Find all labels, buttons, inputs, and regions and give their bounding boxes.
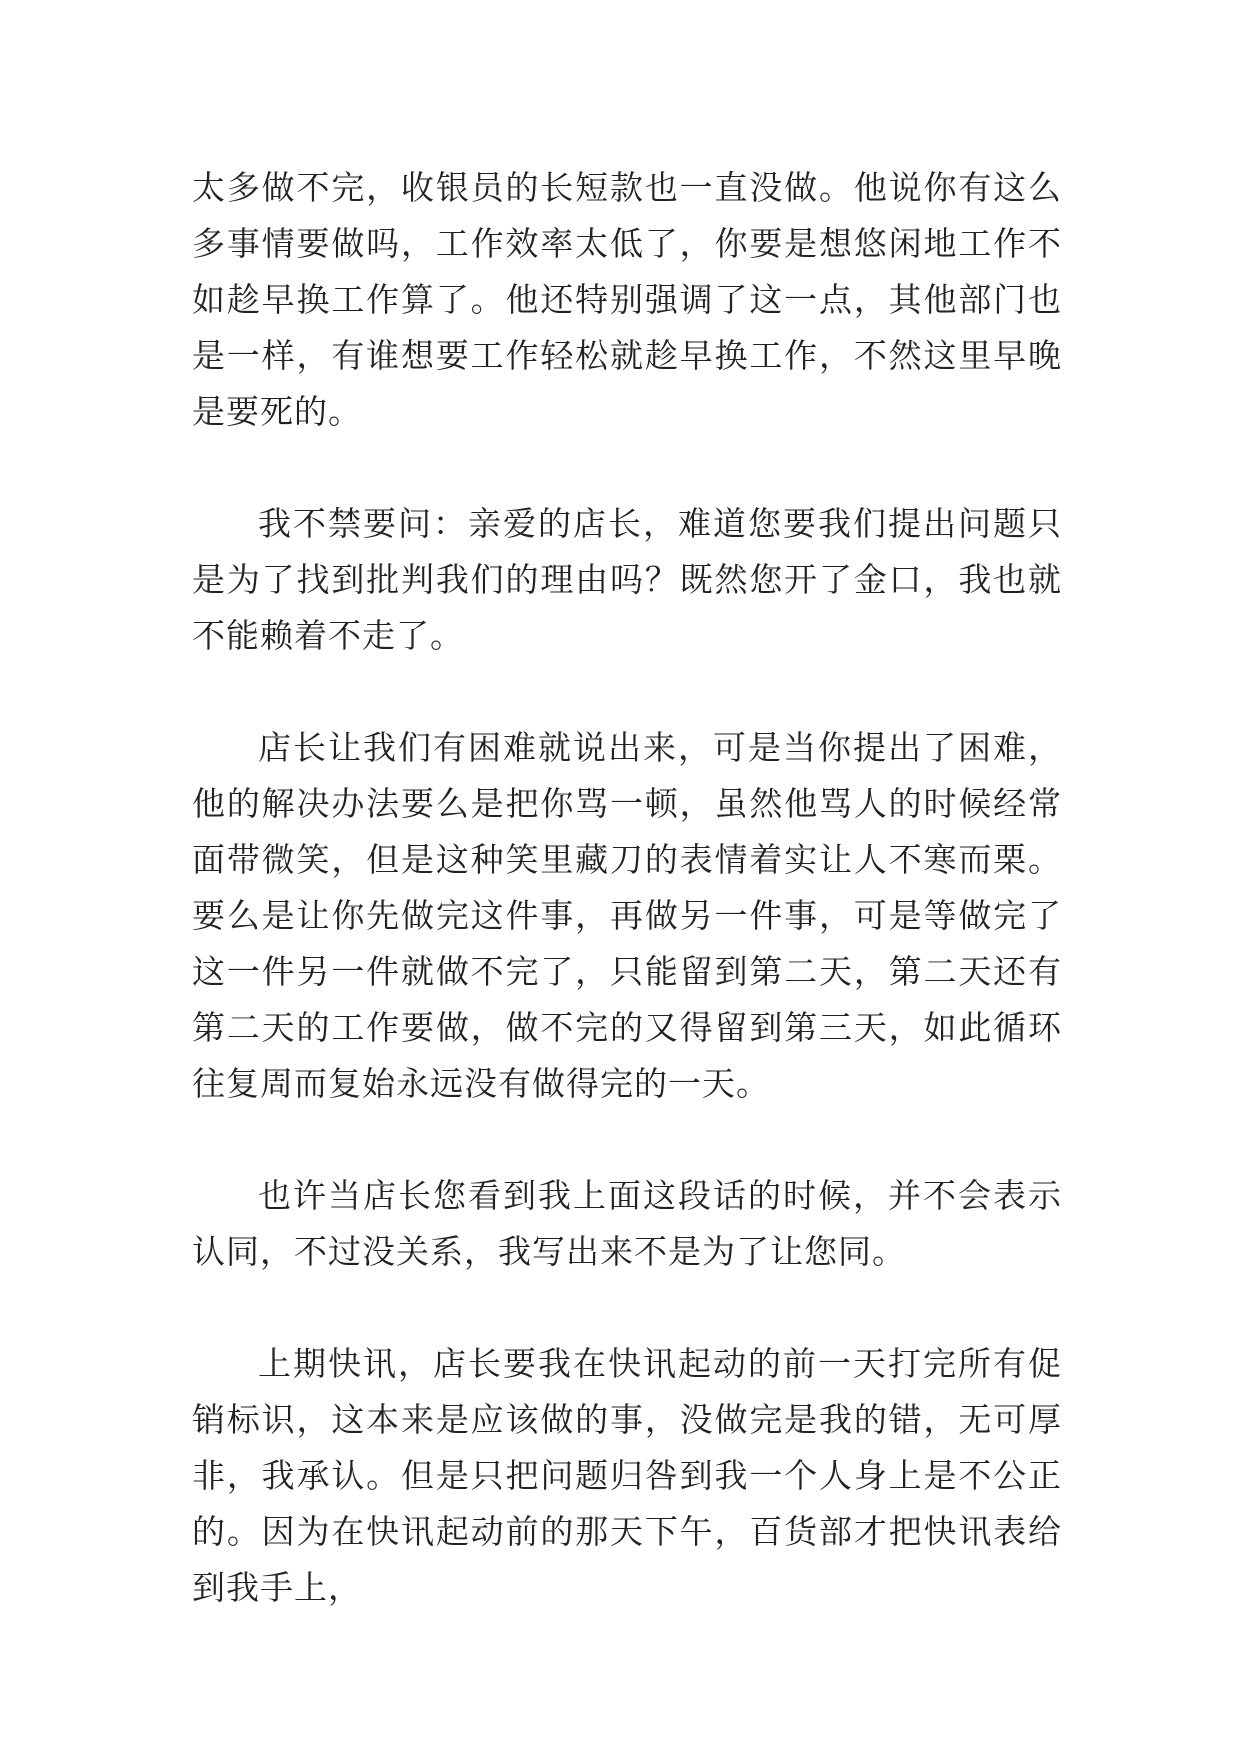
paragraph-1: 太多做不完，收银员的长短款也一直没做。他说你有这么多事情要做吗，工作效率太低了，你要是想悠闲地工作不如趁早换工作算了。他还特别强调了这一点，其他部门也是一样，有谁想要工作轻松就趁早换工作，不然这里早晚是要死的。 — [192, 168, 1062, 431]
paragraph-4: 也许当店长您看到我上面这段话的时候，并不会表示认同，不过没关系，我写出来不是为了让您同。 — [192, 1176, 1062, 1271]
paragraph-5: 上期快讯，店长要我在快讯起动的前一天打完所有促销标识，这本来是应该做的事，没做完是我的错，无可厚非，我承认。但是只把问题归咎到我一个人身上是不公正的。因为在快讯起动前的那天下午，百货部才把快讯表给到我手上， — [192, 1344, 1062, 1607]
document-body — [192, 160, 1062, 1616]
paragraph-3: 店长让我们有困难就说出来，可是当你提出了困难，他的解决办法要么是把你骂一顿，虽然他骂人的时候经常面带微笑，但是这种笑里藏刀的表情着实让人不寒而栗。要么是让你先做完这件事，再做另一件事，可是等做完了这一件另一件就做不完了，只能留到第二天，第二天还有第二天的工作要做，做不完的又得留到第三天，如此循环往复周而复始永远没有做得完的一天。 — [192, 728, 1062, 1103]
paragraph-2: 我不禁要问：亲爱的店长，难道您要我们提出问题只是为了找到批判我们的理由吗？既然您开了金口，我也就不能赖着不走了。 — [192, 504, 1062, 655]
